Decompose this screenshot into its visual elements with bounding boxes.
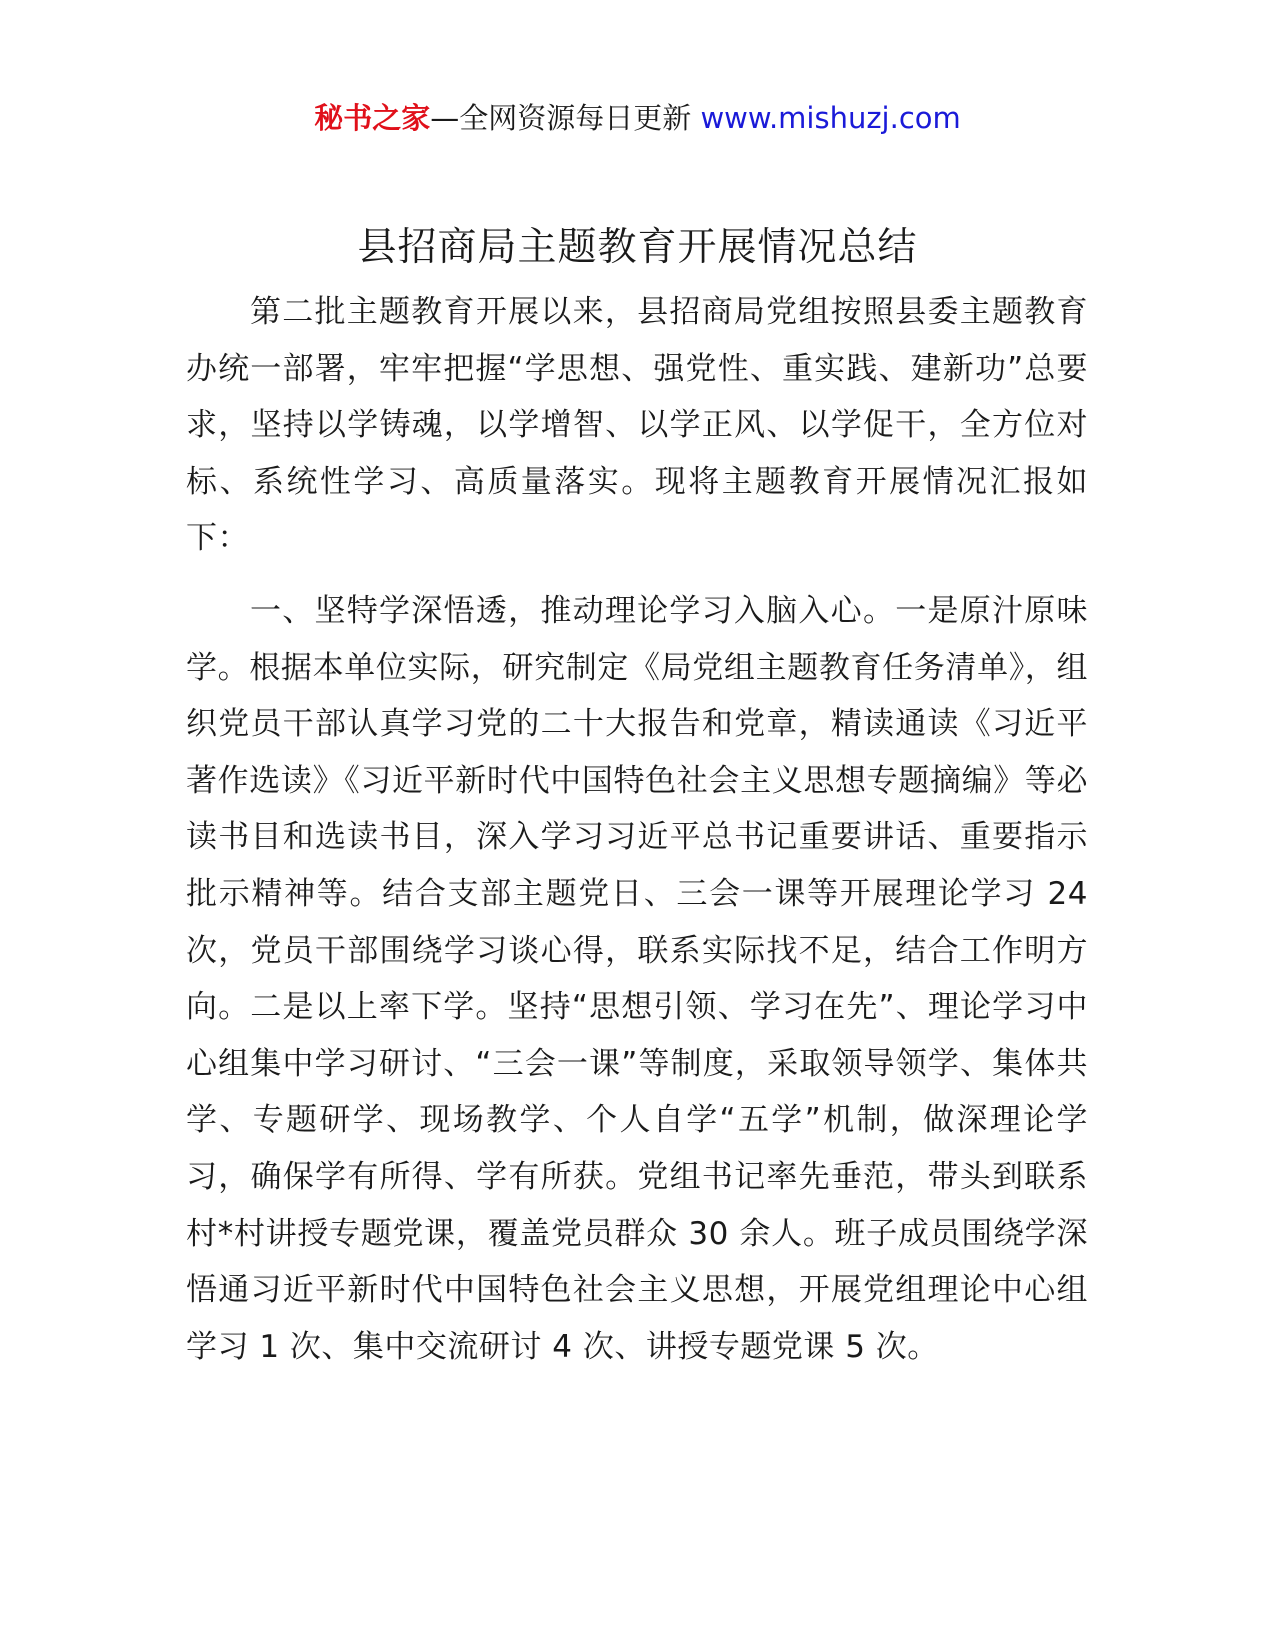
document-body [186,284,1088,1375]
site-url-link[interactable]: www.mishuzj.com [700,101,961,135]
header-tagline: —全网资源每日更新 [430,101,701,135]
site-header [0,96,1275,140]
document-title: 县招商局主题教育开展情况总结 [357,225,918,270]
section-one-paragraph: 一、坚特学深悟透，推动理论学习入脑入心。一是原汁原味学。根据本单位实际，研究制定《局党组主题教育任务清单》，组织党员干部认真学习党的二十大报告和党章，精读通读《习近平著作选读》《习近平新时代中国特色社会主义思想专题摘编》等必读书目和选读书目，深入学习习近平总书记重要讲话、重要指示批示精神等。结合支部主题党日、三会一课等开展理论学习 24 次，党员干部围绕学习谈心得，联系实际找不足，结合工作明方向。二是以上率下学。坚持“思想引领、学习在先”、理论学习中心组集中学习研讨、“三会一课”等制度，采取领导领学、集体共学、专题研学、现场教学、个人自学“五学”机制，做深理论学习，确保学有所得、学有所获。党组书记率先垂范，带头到联系村*村讲授专题党课，覆盖党员群众 30 余人。班子成员围绕学深悟通习近平新时代中国特色社会主义思想，开展党组理论中心组学习 1 次、集中交流研讨 4 次、讲授专题党课 5 次。 [186,592,1088,1365]
brand-name: 秘书之家 [314,101,431,135]
intro-paragraph: 第二批主题教育开展以来，县招商局党组按照县委主题教育办统一部署，牢牢把握“学思想、强党性、重实践、建新功”总要求，坚持以学铸魂，以学增智、以学正风、以学促干，全方位对标、系统性学习、高质量落实。现将主题教育开展情况汇报如下： [186,294,1088,557]
